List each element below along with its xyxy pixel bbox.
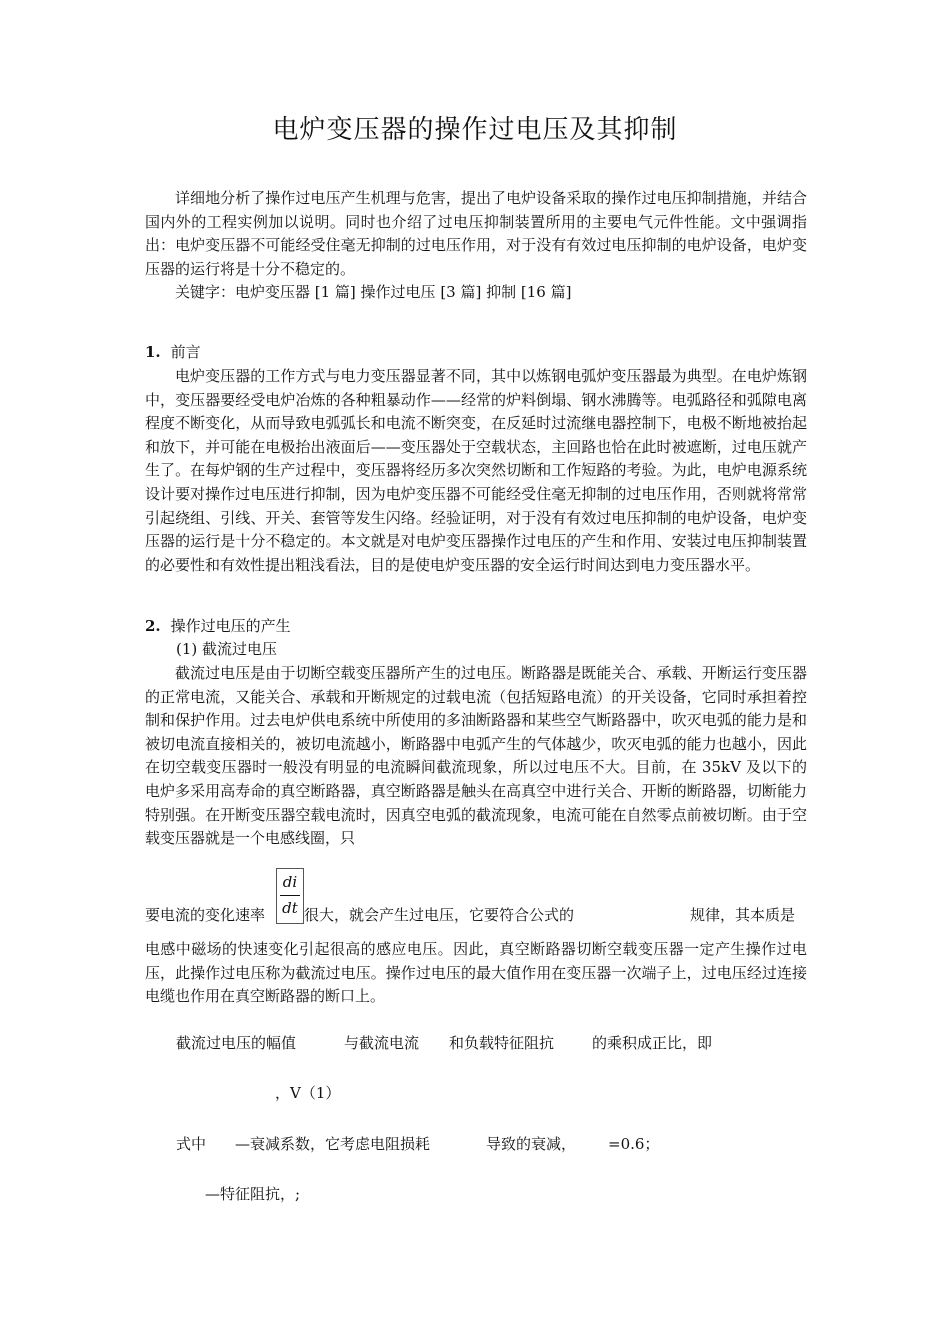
amplitude-text-d: 的乘积成正比，即 bbox=[592, 1034, 713, 1052]
fraction-denominator: dt bbox=[282, 899, 298, 917]
where-text-d: =0.6； bbox=[608, 1135, 660, 1153]
section-1-number: 1. bbox=[145, 343, 161, 361]
rate-line-part-b: 很大，就会产生过电压，它要符合公式的 bbox=[304, 906, 575, 924]
where-text-a: 式中 bbox=[176, 1135, 207, 1153]
section-2-body-continued bbox=[145, 938, 807, 1009]
abstract-text: 详细地分析了操作过电压产生机理与危害，提出了电炉设备采取的操作过电压抑制措施，并结合国内外的工程实例加以说明。同时也介绍了过电压抑制装置所用的主要电气元件性能。文中强调指出：电炉变压器不可能经受住毫无抑制的过电压作用，对于没有有效过电压抑制的电炉设备，电炉变压器的运行将是十分不稳定的。 bbox=[145, 189, 807, 278]
page-title: 电炉变压器的操作过电压及其抑制 bbox=[272, 115, 678, 145]
abstract bbox=[145, 187, 807, 305]
impedance-line: —特征阻抗，; bbox=[205, 1185, 301, 1203]
section-1-heading bbox=[145, 341, 201, 364]
where-text-b: —衰减系数，它考虑电阻损耗 bbox=[235, 1135, 431, 1153]
section-1-body bbox=[145, 365, 807, 577]
section-2-number: 2. bbox=[145, 617, 161, 635]
amplitude-text-c: 和负载特征阻抗 bbox=[449, 1034, 555, 1052]
subsection-chopping-overvoltage: (1) 截流过电压 bbox=[176, 640, 278, 658]
rate-line-part-c: 规律，其本质是 bbox=[690, 906, 796, 924]
where-text-c: 导致的衰减， bbox=[486, 1135, 577, 1153]
section-1-paragraph: 电炉变压器的工作方式与电力变压器显著不同，其中以炼钢电弧炉变压器最为典型。在电炉炼钢中，变压器要经受电炉冶炼的各种粗暴动作——经常的炉料倒塌、钢水沸腾等。电弧路径和弧隙电离程度不断变化，从而导致电弧弧长和电流不断突变，在反延时过流继电器控制下，电极不断地被抬起和放下，并可能在电极抬出液面后——变压器处于空载状态，主回路也恰在此时被遮断，过电压就产生了。在每炉钢的生产过程中，变压器将经历多次突然切断和工作短路的考验。为此，电炉电源系统设计要对操作过电压进行抑制，因为电炉变压器不可能经受住毫无抑制的过电压作用，否则就将常常引起绕组、引线、开关、套管等发生闪络。经验证明，对于没有有效过电压抑制的电炉设备，电炉变压器的运行是十分不稳定的。本文就是对电炉变压器操作过电压的产生和作用、安装过电压抑制装置的必要性和有效性提出粗浅看法，目的是使电炉变压器的安全运行时间达到电力变压器水平。 bbox=[145, 367, 807, 574]
section-2-paragraph: 截流过电压是由于切断空载变压器所产生的过电压。断路器是既能关合、承载、开断运行变压器的正常电流，又能关合、承载和开断规定的过载电流（包括短路电流）的开关设备，它同时承担着控制和保护作用。过去电炉供电系统中所使用的多油断路器和某些空气断路器中，吹灭电弧的能力是和被切电流直接相关的，被切电流越小，断路器中电弧产生的气体越少，吹灭电弧的能力也越小，因此在切空载变压器时一般没有明显的电流瞬间截流现象，所以过电压不大。目前，在 35kV 及以下的电炉多采用高寿命的真空断路器，真空断路器是触头在高真空中进行关合、开断的断路器，切断能力特别强。在开断变压器空载电流时，因真空电弧的截流现象，电流可能在自然零点前被切断。由于空载变压器就是一个电感线圈，只 bbox=[145, 664, 807, 848]
equation-1: ，V（1） bbox=[275, 1084, 341, 1102]
section-2-title: 操作过电压的产生 bbox=[170, 617, 291, 635]
section-2-paragraph-2: 电感中磁场的快速变化引起很高的感应电压。因此，真空断路器切断空载变压器一定产生操作过电压，此操作过电压称为截流过电压。操作过电压的最大值作用在变压器一次端子上，过电压经过连接电缆也作用在真空断路器的断口上。 bbox=[145, 940, 807, 1006]
amplitude-text-b: 与截流电流 bbox=[344, 1034, 420, 1052]
rate-line-part-a: 要电流的变化速率 bbox=[145, 906, 266, 924]
section-2-body bbox=[145, 662, 807, 851]
section-1-title: 前言 bbox=[170, 343, 201, 361]
amplitude-text-a: 截流过电压的幅值 bbox=[176, 1034, 297, 1052]
keywords: 关键字：电炉变压器 [1 篇] 操作过电压 [3 篇] 抑制 [16 篇] bbox=[175, 283, 572, 302]
di-dt-fraction bbox=[276, 868, 304, 924]
section-2-heading bbox=[145, 615, 291, 638]
fraction-numerator: di bbox=[282, 873, 298, 891]
fraction-bar bbox=[280, 895, 300, 896]
